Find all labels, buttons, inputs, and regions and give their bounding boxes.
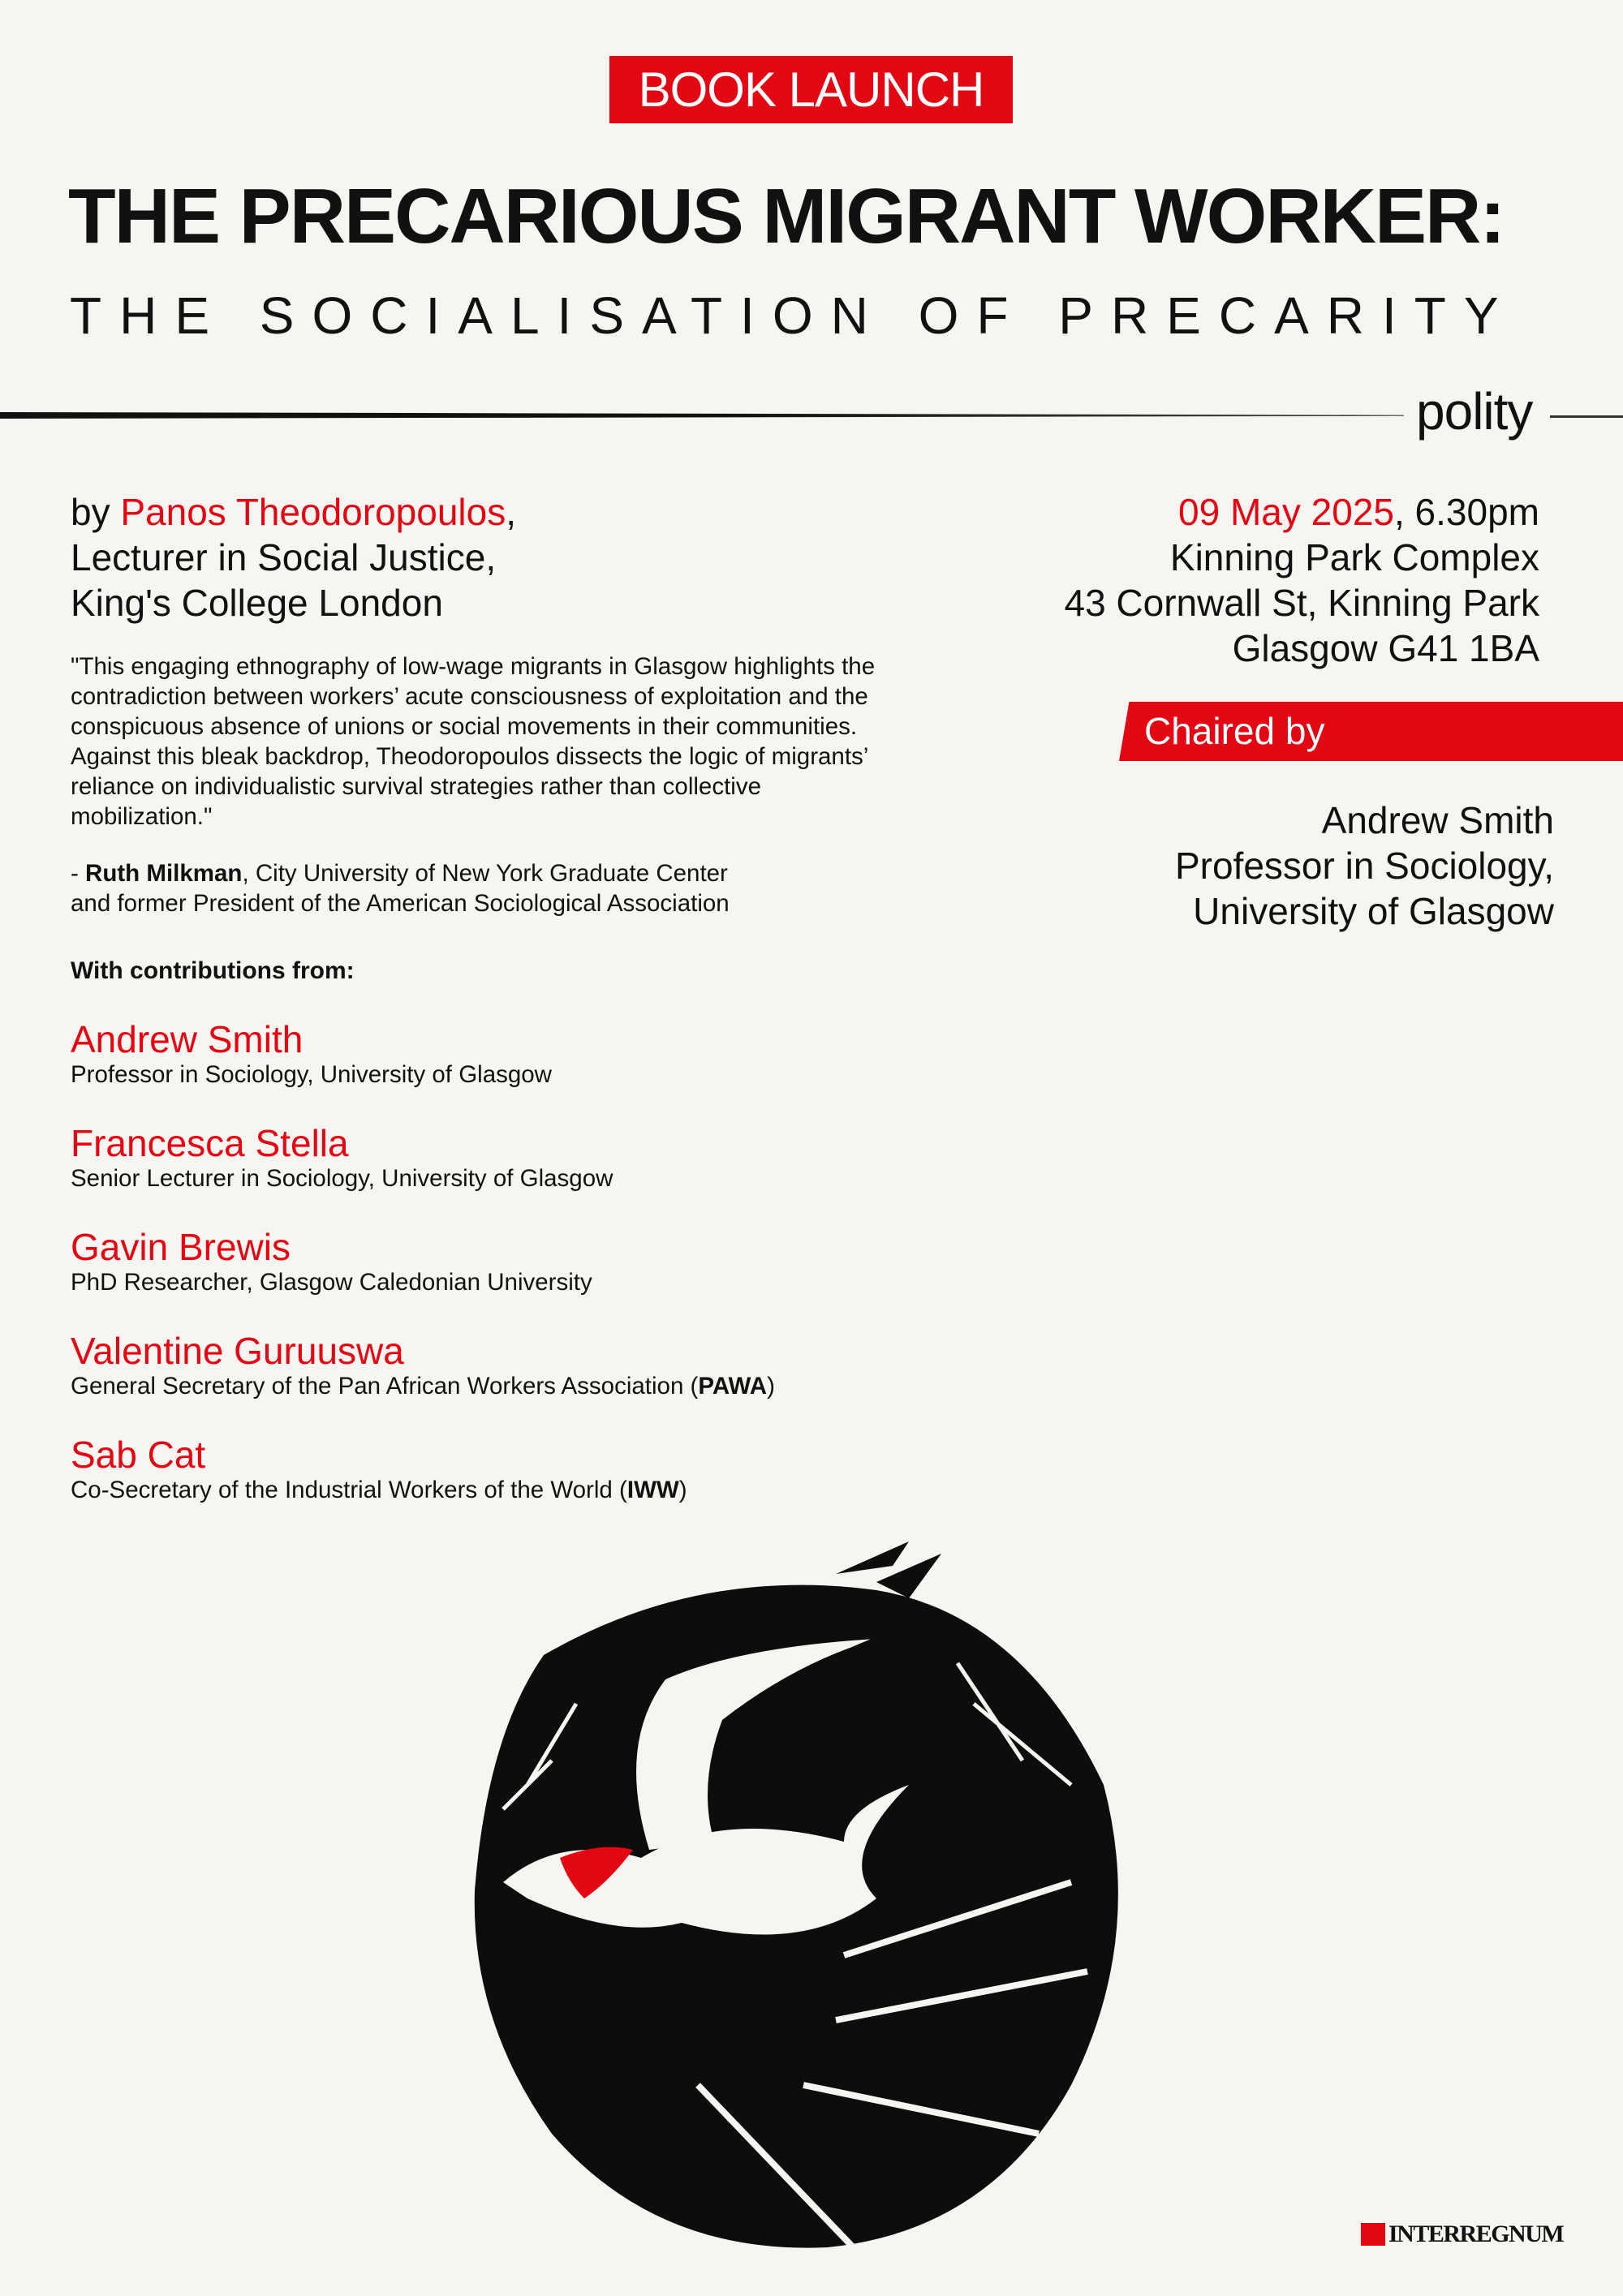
- author-by: by: [71, 491, 121, 533]
- author-institution: King's College London: [71, 582, 443, 624]
- attribution-dash: -: [71, 860, 86, 887]
- contributor-role-close: ): [678, 1477, 687, 1503]
- author-role: Lecturer in Social Justice,: [71, 536, 497, 578]
- contributor-name: Andrew Smith: [71, 1018, 304, 1060]
- contributor-name: Sab Cat: [71, 1434, 206, 1476]
- contributor-item: [71, 1018, 552, 1090]
- divider-rule-right: [1550, 415, 1623, 418]
- contributor-name: Francesca Stella: [71, 1122, 349, 1164]
- event-address-1: 43 Cornwall St, Kinning Park: [1064, 582, 1539, 624]
- chair-name: Andrew Smith: [1321, 799, 1554, 841]
- attribution-name: Ruth Milkman: [85, 860, 243, 887]
- interregnum-emblem-icon: [1361, 2223, 1385, 2246]
- author-block: [71, 489, 516, 626]
- chair-block: [1175, 798, 1554, 934]
- author-comma: ,: [506, 491, 517, 533]
- event-details: [1064, 489, 1539, 671]
- interregnum-logo: [1361, 2221, 1563, 2248]
- attribution-line1: , City University of New York Graduate Center: [242, 860, 728, 887]
- contributor-org-abbr: PAWA: [698, 1373, 768, 1400]
- endorsement-quote: "This engaging ethnography of low-wage migrants in Glasgow highlights the contradiction between workers’ acute consciousness of exploitation and the conspicuous absence of unions or social movements in their communities. Against this bleak backdrop, Theodoropoulos dissects the logic of migrants’ reliance on individualistic survival strategies rather than collective mobilization.": [71, 653, 876, 830]
- contributor-item: [71, 1330, 775, 1401]
- contributor-item: [71, 1122, 613, 1193]
- contributor-role: [71, 1476, 687, 1505]
- interregnum-wordmark: INTERREGNUM: [1388, 2221, 1564, 2247]
- contributor-role: [71, 1060, 552, 1090]
- contributor-item: [71, 1226, 592, 1297]
- chaired-by-label: Chaired by: [1144, 710, 1325, 752]
- contributor-name: Gavin Brewis: [71, 1226, 291, 1268]
- event-venue: Kinning Park Complex: [1169, 536, 1539, 578]
- contributor-role-text: Senior Lecturer in Sociology, University of Glasgow: [71, 1165, 613, 1192]
- event-address-2: Glasgow G41 1BA: [1232, 627, 1539, 669]
- contributor-role-text: Professor in Sociology, University of Glasgow: [71, 1061, 552, 1088]
- contributor-name: Valentine Guruuswa: [71, 1330, 404, 1372]
- chair-institution: University of Glasgow: [1193, 890, 1554, 932]
- contributor-org-abbr: IWW: [626, 1477, 679, 1503]
- contributions-heading: With contributions from:: [71, 957, 355, 984]
- book-launch-badge: BOOK LAUNCH: [609, 56, 1013, 123]
- contributor-role: [71, 1164, 613, 1193]
- attribution-line2: and former President of the American Sociological Association: [71, 890, 730, 917]
- book-title: THE PRECARIOUS MIGRANT WORKER:: [68, 173, 1505, 260]
- book-subtitle: THE SOCIALISATION OF PRECARITY: [70, 286, 1517, 345]
- contributor-role-text: Co-Secretary of the Industrial Workers of the World (: [71, 1477, 627, 1503]
- contributor-role-text: General Secretary of the Pan African Workers Association (: [71, 1373, 699, 1400]
- contributor-role-close: ): [767, 1373, 775, 1400]
- event-date: 09 May 2025: [1178, 491, 1394, 533]
- quote-attribution: [71, 858, 730, 918]
- contributor-role-text: PhD Researcher, Glasgow Caledonian University: [71, 1269, 592, 1296]
- swallow-woodcut-illustration: [454, 1517, 1169, 2296]
- author-name: Panos Theodoropoulos: [120, 491, 506, 533]
- contributor-role: [71, 1268, 592, 1297]
- chair-role: Professor in Sociology,: [1174, 845, 1554, 887]
- contributor-item: [71, 1434, 687, 1505]
- event-time: , 6.30pm: [1394, 491, 1539, 533]
- contributor-role: [71, 1372, 775, 1401]
- divider-rule: [0, 412, 1404, 419]
- publisher-logo: polity: [1416, 382, 1533, 441]
